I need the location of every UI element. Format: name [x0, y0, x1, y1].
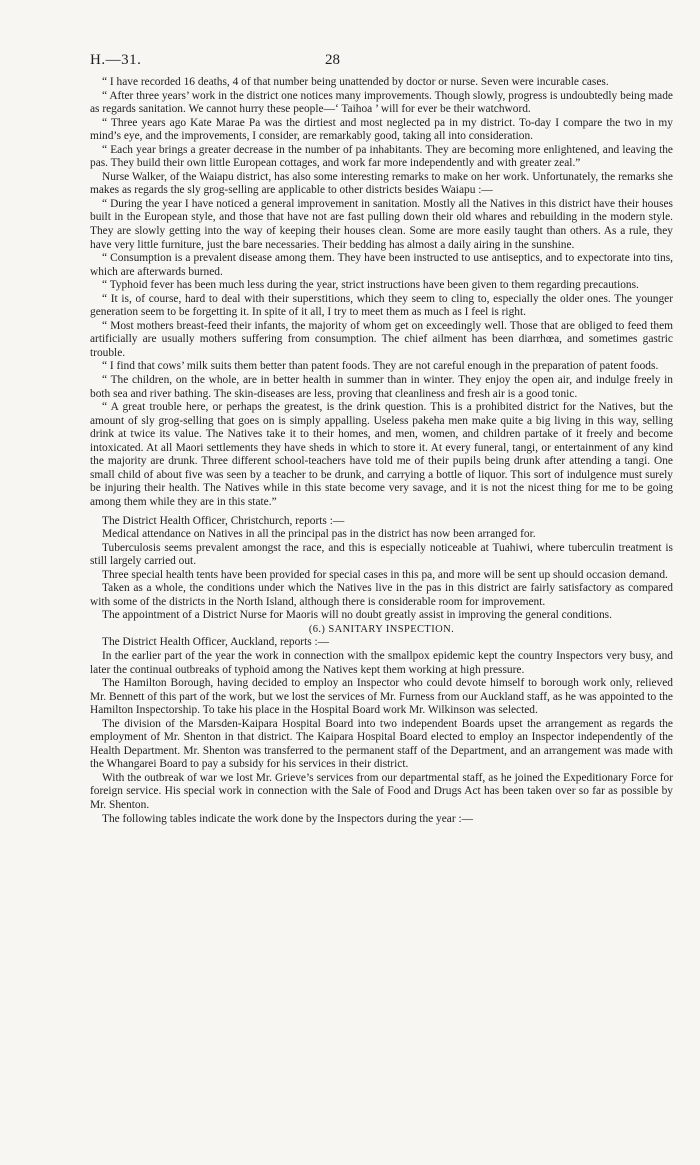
document-reference: H.—31.: [90, 52, 142, 68]
paragraph: “ A great trouble here, or perhaps the greatest, is the drink question. This is a prohibited district for the Natives, but the amount of sly grog-selling that goes on is simply appalling. Useless pakeha men make quite a big living in this way, selling drink at twice its value. The Natives take it to their homes, and men, women, and children partake of it freely and become intoxicated. At all Maori settlements they have sheds in which to store it. At every funeral, tangi, or entertainment of any kind the majority are drunk. Three different school-teachers have told me of their pupils being drunk after attending a tangi. One small child of about five was seen by a teacher to be drunk, and carrying a bottle of liquor. This sort of indulgence must surely be injuring their health. The Natives while in this state become very savage, and it is not the nicest thing for me to be going among them while they are in this state.”: [90, 401, 673, 508]
paragraph: “ Each year brings a greater decrease in the number of pa inhabitants. They are becoming more enlightened, and leaving the pas. They build their own little European cottages, and work far more independently and with greater zeal.”: [90, 143, 673, 170]
paragraph: The Hamilton Borough, having decided to employ an Inspector who could devote himself to borough work only, relieved Mr. Bennett of this part of the work, but we lost the services of Mr. Furness from our Auckland staff, as he was appointed to the Hamilton Inspectorship. To take his place in the Hospital Board work Mr. Wilkinson was selected.: [90, 677, 673, 717]
paragraph: The appointment of a District Nurse for Maoris will no doubt greatly assist in improving the general conditions.: [102, 609, 612, 622]
paragraph: In the earlier part of the year the work in connection with the smallpox epidemic kept the country Inspectors very busy, and later the continual outbreaks of typhoid among the Natives kept them working at high pressure.: [90, 649, 673, 676]
paragraph: “ Typhoid fever has been much less during the year, strict instructions have been given to them regarding precautions.: [102, 279, 639, 292]
paragraph: Three special health tents have been provided for special cases in this pa, and more will be sent up should occasion demand.: [102, 568, 668, 581]
paragraph: Tuberculosis seems prevalent amongst the race, and this is especially noticeable at Tuahiwi, where tuberculin treatment is still largely carried out.: [90, 541, 673, 568]
paragraph: Nurse Walker, of the Waiapu district, has also some interesting remarks to make on her work. Unfortunately, the remarks she makes as regards the sly grog-selling are applicable to other districts besides Waiapu :—: [90, 170, 673, 197]
paragraph: “ I find that cows’ milk suits them better than patent foods. They are not careful enough in the preparation of patent foods.: [102, 360, 659, 373]
paragraph: With the outbreak of war we lost Mr. Grieve’s services from our departmental staff, as he joined the Expeditionary Force for foreign service. His special work in connection with the Sale of Food and Drugs Act has been taken over so far as possible by Mr. Shenton.: [90, 771, 673, 811]
paragraph: “ I have recorded 16 deaths, 4 of that number being unattended by doctor or nurse. Seven were incurable cases.: [102, 76, 609, 88]
paragraph: “ The children, on the whole, are in better health in summer than in winter. They enjoy the open air, and indulge freely in both sea and river bathing. The skin-diseases are less, proving that cleanliness and fresh air is a good tonic.: [90, 374, 673, 400]
paragraph: “ After three years’ work in the district one notices many improvements. Though slowly, progress is undoubtedly being made as regards sanitation. We cannot hurry these people—‘ Taihoa ’ will for ever be their watchword.: [90, 89, 673, 116]
paragraph: “ Consumption is a prevalent disease among them. They have been instructed to use antiseptics, and to expectorate into tins, which are afterwards burned.: [90, 252, 673, 278]
section-heading: (6.) SANITARY INSPECTION.: [308, 623, 455, 635]
paragraph: The division of the Marsden-Kaipara Hospital Board into two independent Boards upset the arrangement as regards the employment of Mr. Shenton in that district. The Kaipara Hospital Board elected to employ an Inspector independently of the Health Department. Mr. Shenton was transferred to the permanent staff of the Department, and an arrangement was made with the Whangarei Board to pay a subsidy for his services in their district.: [90, 717, 673, 771]
page-body: [90, 76, 673, 826]
page-number: 28: [325, 52, 340, 68]
paragraph: Taken as a whole, the conditions under which the Natives live in the pas in this district are fairly satisfactory as compared with some of the districts in the North Island, although there is considerable room for improvement.: [90, 582, 673, 608]
paragraph: The following tables indicate the work done by the Inspectors during the year :—: [102, 812, 474, 825]
paragraph: “ Three years ago Kate Marae Pa was the dirtiest and most neglected pa in my district. To-day I compare the two in my mind’s eye, and the improvements, I consider, are remarkably good, taking all into consideration.: [90, 116, 673, 143]
paragraph: “ It is, of course, hard to deal with their superstitions, which they seem to cling to, especially the older ones. The younger generation seem to be forgetting it. In spite of it all, I try to meet them as much as I feel is right.: [90, 292, 673, 319]
paragraph: The District Health Officer, Christchurch, reports :—: [102, 514, 345, 527]
paragraph: Medical attendance on Natives in all the principal pas in the district has now been arranged for.: [102, 528, 536, 541]
paragraph: “ During the year I have noticed a general improvement in sanitation. Mostly all the Natives in this district have their houses built in the European style, and those that have not are fast pulling down their old whares and rebuilding in the modern style. They are slowly getting into the way of keeping their houses clean. Some are more easily taught than others. As a rule, they have very little furniture, just the bare necessaries. Their bedding has almost a daily airing in the sunshine.: [90, 197, 673, 251]
paragraph: The District Health Officer, Auckland, reports :—: [102, 636, 330, 649]
paragraph: “ Most mothers breast-feed their infants, the majority of whom get on exceedingly well. Those that are obliged to feed them artificially are usually mothers suffering from consumption. The chief ailment has been diarrhœa, and sometimes gastric trouble.: [90, 319, 673, 359]
